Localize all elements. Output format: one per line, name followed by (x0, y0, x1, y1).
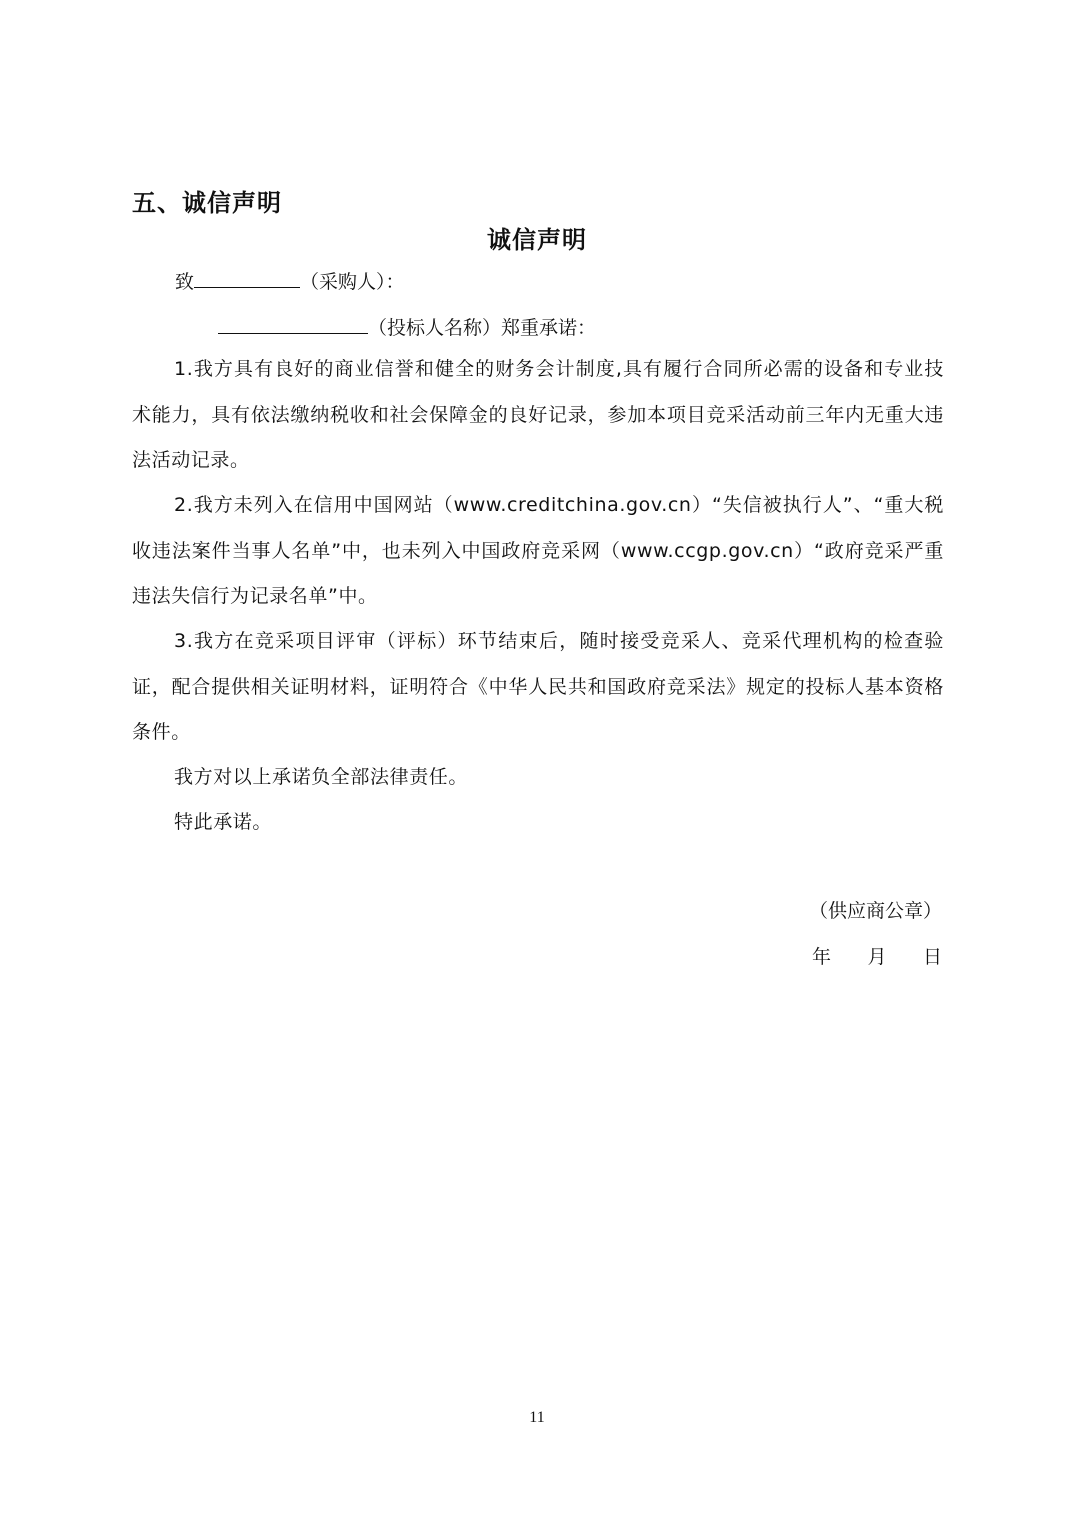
supplier-seal-label: （供应商公章） (808, 900, 942, 922)
date-row (812, 943, 942, 971)
day-label: 日 (922, 946, 942, 968)
addressee-prefix: 致 (175, 271, 195, 293)
closing-remark: 特此承诺。 (174, 811, 273, 833)
bidder-name-blank (218, 313, 368, 334)
page-number: 11 (529, 1409, 545, 1426)
addressee-suffix: （采购人）： (300, 271, 405, 293)
commitment-item-2: 2.我方未列入在信用中国网站（www.creditchina.gov.cn）“失信被执行人”、“重大税收违法案件当事人名单”中，也未列入中国政府竞采网（www.ccgp.gov.cn）“政府竞采严重违法失信行为记录名单”中。 (132, 494, 944, 607)
closing-statement: 我方对以上承诺负全部法律责任。 (174, 766, 469, 788)
commitment-item-3: 3.我方在竞采项目评审（评标）环节结束后，随时接受竞采人、竞采代理机构的检查验证，配合提供相关证明材料，证明符合《中华人民共和国政府竞采法》规定的投标人基本资格条件。 (132, 630, 944, 743)
addressee-line (175, 267, 405, 296)
declaration-title: 诚信声明 (487, 226, 587, 254)
year-label: 年 (812, 946, 832, 968)
purchaser-blank (194, 267, 300, 288)
month-label: 月 (867, 946, 887, 968)
section-heading: 五、诚信声明 (132, 189, 282, 217)
commitment-item-1: 1.我方具有良好的商业信誉和健全的财务会计制度,具有履行合同所必需的设备和专业技术能力，具有依法缴纳税收和社会保障金的良好记录，参加本项目竞采活动前三年内无重大违法活动记录。 (132, 358, 944, 471)
bidder-line (218, 313, 596, 342)
bidder-suffix: （投标人名称）郑重承诺： (368, 317, 597, 339)
